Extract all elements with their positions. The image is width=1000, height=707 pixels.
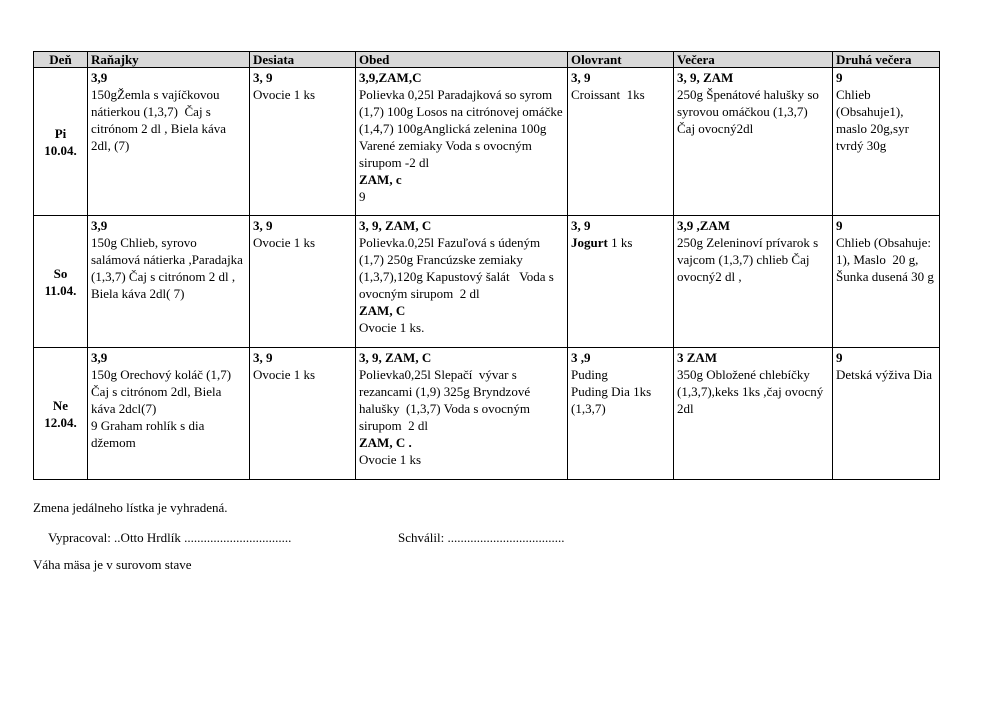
menu-line [571,383,670,417]
second-dinner-cell [833,348,940,480]
menu-line [359,217,564,234]
lunch-cell [356,68,568,216]
menu-line [359,366,564,434]
breakfast-cell [88,348,250,480]
menu-line-text: Puding [571,367,608,382]
snack-cell [250,68,356,216]
menu-line [91,69,246,86]
menu-line-text: ZAM, c [359,172,402,187]
menu-line-text: 3,9 [91,218,108,233]
day-cell [34,68,88,216]
afternoon-snack-cell [568,216,674,348]
menu-line [253,234,352,251]
menu-line-text: 3, 9 [253,350,273,365]
menu-line-text: 3, 9, ZAM [677,70,734,85]
menu-line-text: Jogurt [571,235,608,250]
menu-line [677,69,829,86]
menu-line-text: 9 Graham rohlík s dia džemom [91,418,208,450]
menu-line [836,366,936,383]
afternoon-snack-cell [568,348,674,480]
table-row [34,68,940,216]
date-label: 10.04. [44,142,77,158]
menu-line [571,349,670,366]
menu-line-text: Polievka.0,25l Fazuľová s údeným (1,7) 250g Francúzske zemiaky (1,3,7),120g Kapustový šalát Voda s ovocným sirupom 2 dl [359,235,558,301]
footer-approved: Schválil: .................................... [398,530,565,545]
header-afternoon-snack: Olovrant [568,52,674,68]
menu-line-text: Puding Dia 1ks (1,3,7) [571,384,655,416]
menu-line [836,234,936,285]
menu-line [571,86,670,103]
menu-line-text: 3, 9 [253,70,273,85]
header-dinner: Večera [674,52,833,68]
menu-line [836,86,936,154]
menu-line [359,188,564,205]
menu-line-text: 3,9 ,ZAM [677,218,731,233]
footer-prepared: Vypracoval: ..Otto Hrdlík ................................. [48,530,292,545]
day-cell [34,216,88,348]
menu-line [677,366,829,417]
snack-cell [250,216,356,348]
date-label: 11.04. [44,282,77,298]
menu-line-text: 250g Zeleninoví prívarok s vajcom (1,3,7) chlieb Čaj ovocný2 dl , [677,235,822,284]
snack-cell [250,348,356,480]
menu-line-text: Croissant 1ks [571,87,645,102]
table-row [34,348,940,480]
menu-line-text: ZAM, C [359,303,406,318]
date-label: 12.04. [44,414,77,430]
menu-line [91,234,250,302]
dinner-cell [674,68,833,216]
menu-line [253,86,352,103]
lunch-cell [356,348,568,480]
menu-line [253,69,352,86]
menu-line-text: 150g Chlieb, syrovo salámová nátierka ,Paradajka (1,3,7) Čaj s citrónom 2 dl , Biela káva 2dl( 7) [91,235,250,301]
menu-line [359,451,564,468]
menu-line [571,69,670,86]
menu-line-text: 3, 9 [571,218,591,233]
dinner-cell [674,348,833,480]
menu-line-text: Ovocie 1 ks [253,87,316,102]
menu-line-text: 3,9 [91,70,108,85]
lunch-cell [356,216,568,348]
menu-line-text: 3, 9, ZAM, C [359,218,432,233]
header-lunch: Obed [356,52,568,68]
menu-line [359,302,564,319]
menu-line [571,217,670,234]
table-row [34,216,940,348]
menu-line-text: Ovocie 1 ks [253,367,316,382]
menu-table [33,51,940,480]
dinner-cell [674,216,833,348]
afternoon-snack-cell [568,68,674,216]
menu-line [359,69,564,86]
menu-line-text: 3,9,ZAM,C [359,70,422,85]
menu-line [253,217,352,234]
menu-line [91,86,246,154]
menu-line-text: 3,9 [91,350,108,365]
weekday-label: Ne [52,397,69,413]
menu-line [677,217,829,234]
footer-note: Zmena jedálneho lístka je vyhradená. [33,500,228,515]
day-cell [34,348,88,480]
menu-line [677,234,829,285]
menu-line [571,366,670,383]
menu-line [91,366,246,417]
header-day: Deň [34,52,88,68]
menu-line [359,171,564,188]
footer-meat-note: Váha mäsa je v surovom stave [33,557,192,572]
menu-line-text: 9 [359,189,366,204]
menu-line-text: 9 [836,70,843,85]
menu-line-text: Polievka 0,25l Paradajková so syrom (1,7) 100g Losos na citrónovej omáčke (1,4,7) 100gAnglická zelenina 100g Varené zemiaky Voda s ovocným sirupom -2 dl [359,87,566,170]
menu-line-text: Ovocie 1 ks [359,452,422,467]
menu-line-text: 9 [836,218,843,233]
header-snack: Desiata [250,52,356,68]
menu-line-text: 3 ,9 [571,350,591,365]
menu-line [677,86,829,137]
menu-line-text: 3, 9 [571,70,591,85]
menu-line-text: Ovocie 1 ks. [359,320,425,335]
menu-line-text: ZAM, C . [359,435,412,450]
header-breakfast: Raňajky [88,52,250,68]
menu-line-text: 250g Špenátové halušky so syrovou omáčkou (1,3,7) Čaj ovocný2dl [677,87,823,136]
menu-line-text: Polievka0,25l Slepačí vývar s rezancami (1,9) 325g Bryndzové halušky (1,3,7) Voda s ovocným sirupom 2 dl [359,367,534,433]
menu-line-text: Chlieb (Obsahuje: 1), Maslo 20 g, Šunka dusená 30 g [836,235,935,284]
menu-line [836,69,936,86]
menu-line [836,217,936,234]
menu-line [91,349,246,366]
menu-line-text: 9 [836,350,843,365]
menu-line [253,366,352,383]
header-second-dinner: Druhá večera [833,52,940,68]
menu-line-text: 3 ZAM [677,350,718,365]
breakfast-cell [88,68,250,216]
menu-line-text: 150g Orechový koláč (1,7) Čaj s citrónom 2dl, Biela káva 2dcl(7) [91,367,235,416]
breakfast-cell [88,216,250,348]
menu-line-text: 3, 9 [253,218,273,233]
menu-line-text: Detská výživa Dia [836,367,933,382]
second-dinner-cell [833,68,940,216]
menu-line [571,234,670,251]
menu-line-extra: 1 ks [607,235,633,250]
menu-sheet [33,51,939,480]
menu-line [91,217,246,234]
weekday-label: Pi [54,125,67,141]
menu-line [359,434,564,451]
second-dinner-cell [833,216,940,348]
menu-line [359,86,564,171]
menu-line-text: 350g Obložené chlebíčky (1,3,7),keks 1ks ,čaj ovocný 2dl [677,367,827,416]
menu-line [836,349,936,366]
menu-line [359,349,564,366]
menu-line [359,319,564,336]
menu-line [91,417,246,451]
menu-line [677,349,829,366]
menu-line-text: 150gŽemla s vajíčkovou nátierkou (1,3,7) Čaj s citrónom 2 dl , Biela káva 2dl, (7) [91,87,230,153]
menu-line [359,234,564,302]
header-row [34,52,940,68]
weekday-label: So [53,265,68,281]
menu-line-text: Chlieb (Obsahuje1), maslo 20g,syr tvrdý 30g [836,87,913,153]
menu-line [253,349,352,366]
menu-line-text: 3, 9, ZAM, C [359,350,432,365]
menu-line-text: Ovocie 1 ks [253,235,316,250]
